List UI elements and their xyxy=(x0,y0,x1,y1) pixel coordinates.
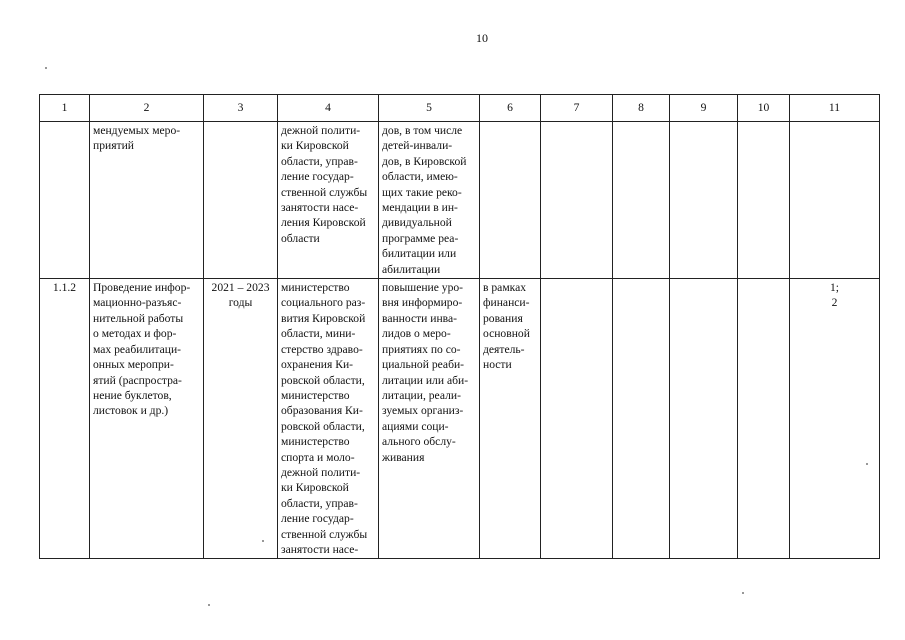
table-row xyxy=(40,122,880,279)
plan-table xyxy=(39,94,880,559)
table-header-row xyxy=(40,95,880,122)
executors-cell: министерство социального раз- вития Кировской области, мини- стерство здраво- охранения Ки- ровской области, министерство образования Ки- ровской области, министерство спорта и моло- дежной полити- ки Кировской области, управ- ление государ- ственной службы занятости насе- xyxy=(278,279,379,559)
header-cell-8: 8 xyxy=(613,95,670,122)
cell-col-11: 1; 2 xyxy=(790,279,880,559)
cell-col-11 xyxy=(790,122,880,279)
period-cell xyxy=(204,122,278,279)
cell-col-7 xyxy=(541,122,613,279)
page-number: 10 xyxy=(476,31,488,45)
row-number-cell xyxy=(40,122,90,279)
period-cell: 2021 – 2023 годы xyxy=(204,279,278,559)
activity-name-cell: Проведение инфор- мационно-разъяс- нительной работы о методах и фор- мах реабилитаци- онных меропри- ятий (распростра- нение буклетов, листовок и др.) xyxy=(90,279,204,559)
header-cell-5: 5 xyxy=(379,95,480,122)
activity-name-cell: мендуемых меро- приятий xyxy=(90,122,204,279)
cell-col-9 xyxy=(670,279,738,559)
funding-source-cell xyxy=(480,122,541,279)
scan-speck xyxy=(742,592,744,594)
scan-speck xyxy=(262,540,264,542)
header-cell-9: 9 xyxy=(670,95,738,122)
result-cell: дов, в том числе детей-инвали- дов, в Кировской области, имею- щих такие реко- мендации в ин- дивидуальной программе реа- билитации или абилитации xyxy=(379,122,480,279)
table-row xyxy=(40,279,880,559)
scan-speck xyxy=(866,463,868,465)
scan-speck xyxy=(45,67,47,69)
header-cell-6: 6 xyxy=(480,95,541,122)
header-cell-3: 3 xyxy=(204,95,278,122)
header-cell-2: 2 xyxy=(90,95,204,122)
cell-col-8 xyxy=(613,279,670,559)
header-cell-11: 11 xyxy=(790,95,880,122)
scan-speck xyxy=(208,604,210,606)
header-cell-1: 1 xyxy=(40,95,90,122)
result-cell: повышение уро- вня информиро- ванности инва- лидов о меро- приятиях по со- циальной реаби- литации или аби- литации, реали- зуемых организ- ациями соци- ального обслу- живания xyxy=(379,279,480,559)
funding-source-cell: в рамках финанси- рования основной деятель- ности xyxy=(480,279,541,559)
cell-col-8 xyxy=(613,122,670,279)
cell-col-10 xyxy=(738,279,790,559)
cell-col-10 xyxy=(738,122,790,279)
cell-col-9 xyxy=(670,122,738,279)
header-cell-7: 7 xyxy=(541,95,613,122)
executors-cell: дежной полити- ки Кировской области, управ- ление государ- ственной службы занятости насе- ления Кировской области xyxy=(278,122,379,279)
header-cell-4: 4 xyxy=(278,95,379,122)
header-cell-10: 10 xyxy=(738,95,790,122)
cell-col-7 xyxy=(541,279,613,559)
row-number-cell: 1.1.2 xyxy=(40,279,90,559)
